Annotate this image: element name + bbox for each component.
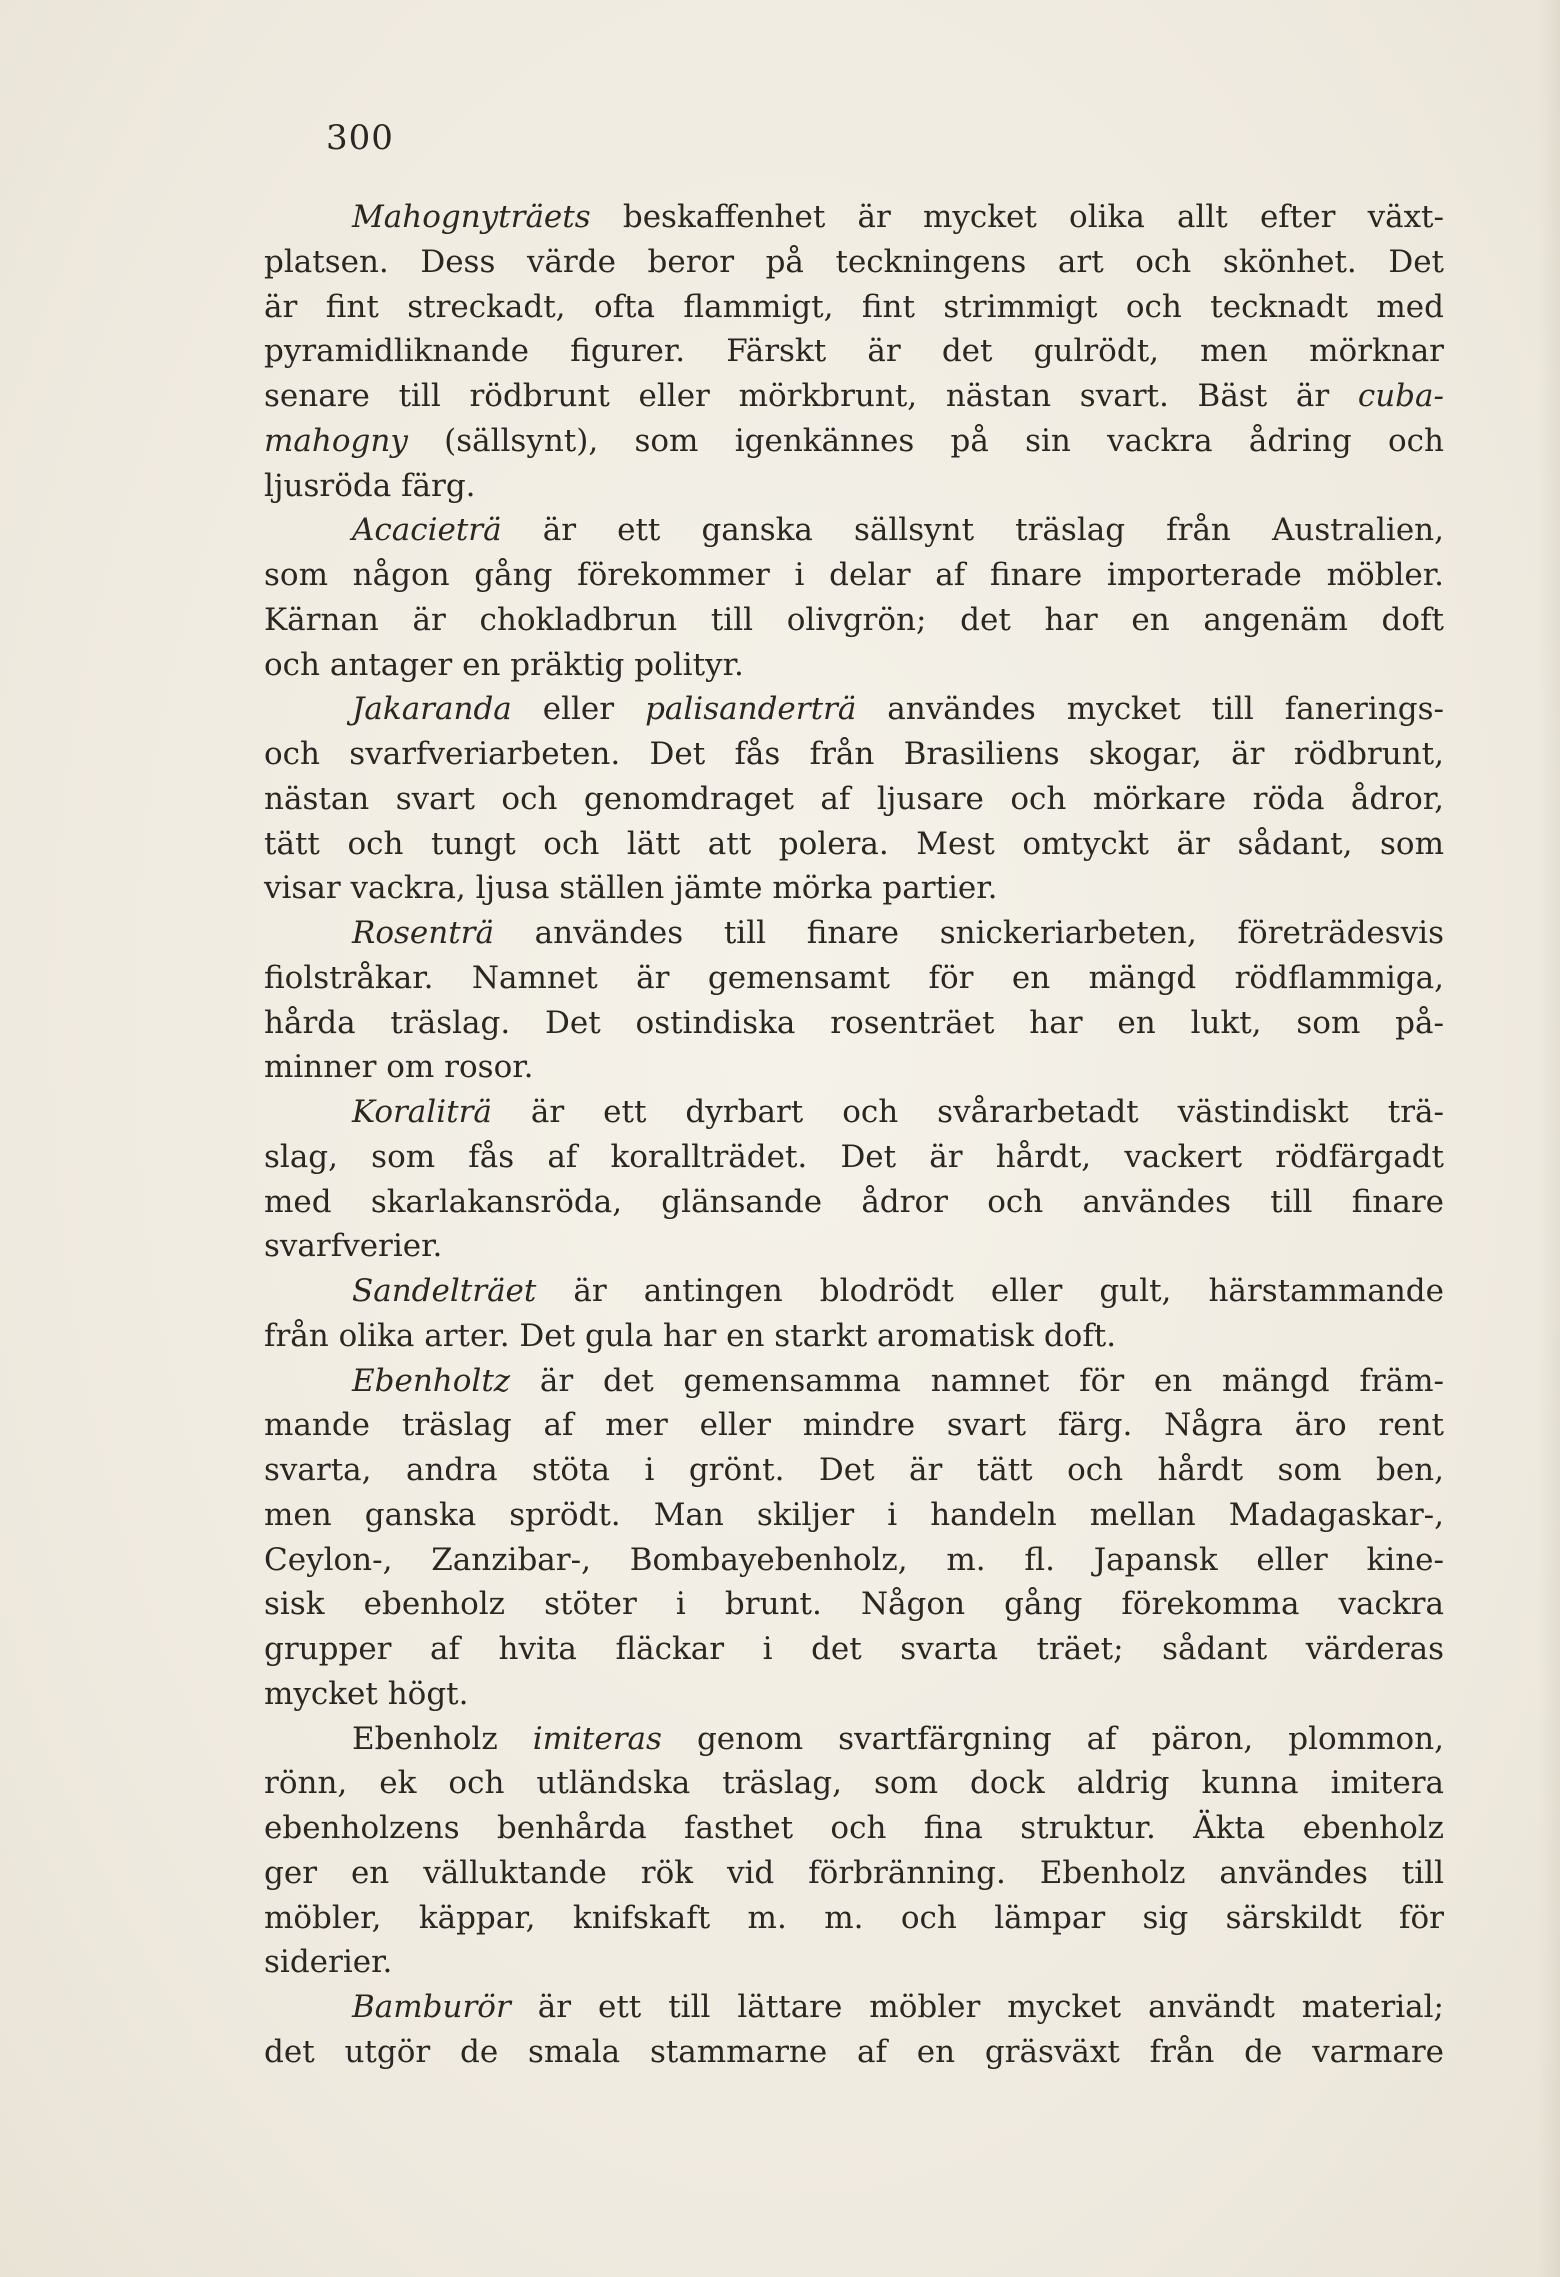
- italic-term: mahogny: [264, 422, 408, 459]
- text-span: hårda träslag. Det ostindiska rosenträet har en lukt, som på-: [264, 1004, 1444, 1041]
- italic-term: palisanderträ: [645, 691, 857, 728]
- text-span: eller: [511, 691, 646, 728]
- text-line: [264, 1269, 1444, 1314]
- text-span: minner om rosor.: [264, 1049, 534, 1086]
- text-line: [264, 464, 1444, 509]
- text-line: [264, 240, 1444, 285]
- text-line: [264, 1940, 1444, 1985]
- text-span: fiolstråkar. Namnet är gemensamt för en mängd rödflammiga,: [264, 959, 1444, 996]
- text-line: [264, 419, 1444, 464]
- text-span: ger en välluktande rök vid förbränning. Ebenholz användes till: [264, 1854, 1444, 1891]
- text-line: [264, 1582, 1444, 1627]
- text-span: användes mycket till fanerings-: [856, 691, 1444, 728]
- text-span: pyramidliknande figurer. Färskt är det gulrödt, men mörknar: [264, 333, 1444, 370]
- text-span: är ett dyrbart och svårarbetadt västindiskt trä-: [491, 1094, 1444, 1130]
- italic-term: imiteras: [532, 1720, 662, 1757]
- text-span: visar vackra, ljusa ställen jämte mörka partier.: [264, 870, 998, 907]
- text-span: och antager en präktig polityr.: [264, 646, 744, 683]
- text-span: nästan svart och genomdraget af ljusare och mörkare röda ådror,: [264, 780, 1444, 817]
- text-span: ebenholzens benhårda fasthet och fina struktur. Äkta ebenholz: [264, 1810, 1444, 1846]
- text-span: från olika arter. Det gula har en starkt aromatisk doft.: [264, 1317, 1117, 1354]
- italic-term: Jakaranda: [352, 691, 512, 728]
- text-span: tätt och tungt och lätt att polera. Mest omtyckt är sådant, som: [264, 825, 1444, 862]
- italic-term: Mahognyträets: [352, 199, 591, 235]
- text-span: Kärnan är chokladbrun till olivgrön; det har en angenäm doft: [264, 601, 1444, 638]
- text-line: [264, 1001, 1444, 1046]
- text-line: [264, 1090, 1444, 1135]
- text-line: [264, 1717, 1444, 1762]
- text-span: och svarfveriarbeten. Det fås från Brasiliens skogar, är rödbrunt,: [264, 736, 1444, 772]
- text-line: [264, 1403, 1444, 1448]
- text-span: svarfverier.: [264, 1228, 443, 1265]
- text-line: [264, 329, 1444, 374]
- text-line: [264, 1224, 1444, 1269]
- text-span: slag, som fås af korallträdet. Det är hårdt, vackert rödfärgadt: [264, 1138, 1444, 1175]
- text-line: [264, 1135, 1444, 1180]
- text-line: [264, 1851, 1444, 1896]
- text-span: mycket högt.: [264, 1675, 469, 1712]
- page-number: 300: [326, 118, 394, 158]
- text-line: [264, 1896, 1444, 1941]
- text-line: [264, 1448, 1444, 1493]
- text-span: är ett till lättare möbler mycket användt material;: [510, 1989, 1444, 2025]
- text-span: sisk ebenholz stöter i brunt. Någon gång förekomma vackra: [264, 1586, 1444, 1623]
- text-line: [264, 374, 1444, 419]
- text-span: (sällsynt), som igenkännes på sin vackra ådring och: [407, 422, 1444, 459]
- text-line: [264, 822, 1444, 867]
- text-line: [264, 285, 1444, 330]
- text-line: [264, 1314, 1444, 1359]
- text-line: [264, 1493, 1444, 1538]
- text-line: [264, 1806, 1444, 1851]
- text-span: men ganska sprödt. Man skiljer i handeln mellan Madagaskar-,: [264, 1496, 1444, 1533]
- text-span: är ett ganska sällsynt träslag från Australien,: [501, 512, 1444, 549]
- text-span: ljusröda färg.: [264, 467, 476, 504]
- text-line: [264, 598, 1444, 643]
- text-span: siderier.: [264, 1944, 393, 1981]
- body-text: [264, 195, 1444, 2075]
- text-line: [264, 508, 1444, 553]
- text-line: [264, 1180, 1444, 1225]
- text-line: [264, 1761, 1444, 1806]
- text-span: är antingen blodrödt eller gult, härstammande: [536, 1273, 1444, 1309]
- text-line: [264, 1538, 1444, 1583]
- text-span: det utgör de smala stammarne af en gräsväxt från de varmare: [264, 2033, 1444, 2070]
- text-span: Ebenholz: [352, 1720, 533, 1757]
- page-edge-shadow: [1538, 0, 1560, 2277]
- text-line: [264, 195, 1444, 240]
- text-span: genom svartfärgning af päron, plommon,: [661, 1720, 1444, 1757]
- text-line: [264, 553, 1444, 598]
- text-span: grupper af hvita fläckar i det svarta träet; sådant värderas: [264, 1631, 1444, 1667]
- italic-term: Acacieträ: [352, 512, 502, 549]
- text-span: möbler, käppar, knifskaft m. m. och lämpar sig särskildt för: [264, 1899, 1444, 1936]
- text-span: som någon gång förekommer i delar af finare importerade möbler.: [264, 557, 1444, 593]
- text-line: [264, 2030, 1444, 2075]
- text-span: senare till rödbrunt eller mörkbrunt, nästan svart. Bäst är: [264, 378, 1358, 414]
- text-span: användes till finare snickeriarbeten, företrädesvis: [493, 915, 1444, 951]
- text-line: [264, 643, 1444, 688]
- text-line: [264, 687, 1444, 732]
- text-span: är det gemensamma namnet för en mängd främ-: [510, 1362, 1444, 1399]
- italic-term: Ebenholtz: [352, 1362, 511, 1399]
- text-line: [264, 866, 1444, 911]
- italic-term: Rosenträ: [352, 915, 494, 951]
- italic-term: Sandelträet: [352, 1273, 537, 1309]
- text-line: [264, 1359, 1444, 1404]
- text-line: [264, 777, 1444, 822]
- italic-term: Koraliträ: [352, 1094, 492, 1130]
- text-line: [264, 1627, 1444, 1672]
- text-line: [264, 956, 1444, 1001]
- text-span: beskaffenhet är mycket olika allt efter växt-: [590, 199, 1444, 235]
- text-span: Ceylon-, Zanzibar-, Bombayebenholz, m. fl. Japansk eller kine-: [264, 1541, 1444, 1578]
- text-line: [264, 1672, 1444, 1717]
- text-line: [264, 1985, 1444, 2030]
- text-span: är fint streckadt, ofta flammigt, fint strimmigt och tecknadt med: [264, 288, 1444, 325]
- text-span: mande träslag af mer eller mindre svart färg. Några äro rent: [264, 1407, 1444, 1444]
- text-line: [264, 911, 1444, 956]
- text-span: platsen. Dess värde beror på teckningens art och skönhet. Det: [264, 243, 1444, 280]
- text-line: [264, 732, 1444, 777]
- italic-term: cuba-: [1357, 378, 1444, 414]
- text-span: svarta, andra stöta i grönt. Det är tätt och hårdt som ben,: [264, 1452, 1444, 1488]
- text-span: rönn, ek och utländska träslag, som dock aldrig kunna imitera: [264, 1765, 1444, 1802]
- italic-term: Bamburör: [352, 1989, 511, 2025]
- text-line: [264, 1045, 1444, 1090]
- text-span: med skarlakansröda, glänsande ådror och användes till finare: [264, 1183, 1444, 1220]
